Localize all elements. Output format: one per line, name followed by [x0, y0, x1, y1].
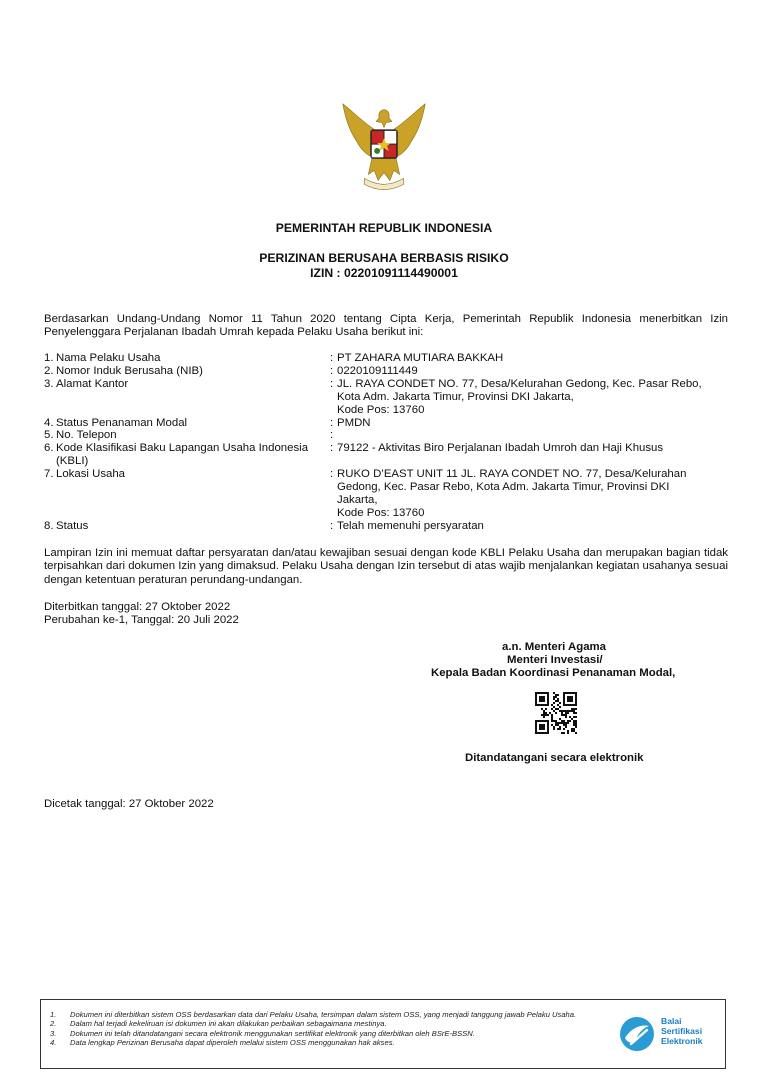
field-label-continuation: (KBLI) [56, 455, 89, 468]
footer-notes [50, 1010, 610, 1048]
field-row [44, 429, 734, 442]
field-label [44, 507, 330, 520]
field-colon [330, 507, 337, 520]
field-value: Kode Pos: 13760 [337, 403, 425, 416]
signatory-line-1: a.n. Menteri Agama [502, 641, 607, 653]
field-label [44, 378, 330, 404]
field-colon: : [330, 364, 334, 377]
field-value: 0220109111449 [337, 364, 418, 377]
field-number: 5. [44, 429, 54, 442]
footer-note [50, 1019, 610, 1028]
field-colon: : [330, 429, 334, 442]
footer-note [50, 1038, 610, 1047]
field-value: Telah memenuhi persyaratan [337, 519, 484, 532]
field-colon: : [330, 519, 334, 532]
issued-date: Diterbitkan tanggal: 27 Oktober 2022 [44, 601, 231, 613]
field-value: Kode Pos: 13760 [337, 506, 425, 519]
footer-note-number: 4. [50, 1038, 57, 1048]
field-number: 8. [44, 519, 54, 532]
footer-note [50, 1010, 610, 1019]
field-row [44, 468, 734, 507]
intro-paragraph: Berdasarkan Undang-Undang Nomor 11 Tahun 2020 tentang Cipta Kerja, Pemerintah Republik Indonesia menerbitkan Izin Penyelenggara Perjalanan Ibadah Umrah kepada Pelaku Usaha berikut ini: [44, 313, 728, 339]
field-row [44, 352, 734, 365]
field-number: 6. [44, 442, 54, 455]
government-heading: PEMERINTAH REPUBLIK INDONESIA [275, 221, 493, 235]
field-label-text: Nomor Induk Berusaha (NIB) [56, 364, 203, 377]
field-label-text: Lokasi Usaha [56, 468, 126, 481]
footer-note-number: 3. [50, 1028, 57, 1038]
field-number: 4. [44, 416, 54, 429]
permit-number: IZIN : 02201091114490001 [310, 266, 458, 280]
field-label-text: Alamat Kantor [56, 377, 129, 390]
field-label [44, 352, 330, 365]
printed-date: Dicetak tanggal: 27 Oktober 2022 [44, 798, 214, 810]
field-value: PT ZAHARA MUTIARA BAKKAH [337, 352, 504, 364]
document-title: PERIZINAN BERUSAHA BERBASIS RISIKO [259, 251, 509, 265]
attachment-paragraph: Lampiran Izin ini memuat daftar persyaratan dan/atau kewajiban sesuai dengan kode KBLI Pelaku Usaha dan merupakan bagian tidak terpisahkan dari dokumen Izin yang dimaksud. Pelaku Usaha dengan Izin tersebut di atas wajib menjalankan kegiatan usahanya sesuai dengan ketentuan peraturan perundang-undangan. [44, 547, 728, 586]
field-label-text: No. Telepon [56, 429, 117, 442]
footer-note-text: Dokumen ini telah ditandatangani secara elektronik menggunakan sertifikat elektronik yang diterbitkan oleh BSrE-BSSN. [70, 1028, 475, 1038]
field-row [44, 404, 734, 417]
footer-note-text: Data lengkap Perizinan Berusaha dapat diperoleh melalui sistem OSS menggunakan hak akses. [70, 1038, 395, 1048]
field-row [44, 520, 734, 533]
field-label [44, 442, 330, 468]
field-label [44, 417, 330, 430]
field-label-text: Kode Klasifikasi Baku Lapangan Usaha Indonesia [56, 442, 309, 455]
field-number: 7. [44, 468, 54, 481]
footer-note-number: 2. [50, 1019, 57, 1029]
business-details [44, 352, 734, 533]
garuda-emblem-icon [335, 100, 433, 198]
field-row [44, 507, 734, 520]
revision-date: Perubahan ke-1, Tanggal: 20 Juli 2022 [44, 614, 239, 626]
bsre-logo-text: Balai Sertifikasi Elektronik [661, 1016, 703, 1046]
field-label [44, 404, 330, 417]
field-label-text: Nama Pelaku Usaha [56, 352, 161, 364]
field-colon [330, 404, 337, 417]
footer-note-number: 1. [50, 1010, 57, 1019]
field-number: 3. [44, 377, 54, 390]
field-value: RUKO D’EAST UNIT 11 JL. RAYA CONDET NO. 77, Desa/Kelurahan Gedong, Kec. Pasar Rebo, Kota Adm. Jakarta Timur, Provinsi DKI Jakarta, [337, 468, 687, 506]
field-row [44, 365, 734, 378]
field-colon: : [330, 416, 334, 429]
field-colon: : [330, 468, 334, 481]
signatory-line-3: Kepala Badan Koordinasi Penanaman Modal, [431, 667, 676, 679]
field-label [44, 365, 330, 378]
field-number: 2. [44, 364, 54, 377]
field-label-text: Status Penanaman Modal [56, 416, 188, 429]
field-value: JL. RAYA CONDET NO. 77, Desa/Kelurahan Gedong, Kec. Pasar Rebo, Kota Adm. Jakarta Timur, Provinsi DKI Jakarta, [337, 377, 702, 403]
footer-note-text: Dalam hal terjadi kekeliruan isi dokumen ini akan dilakukan perbaikan sebagaimana mestinya. [70, 1019, 387, 1029]
field-row [44, 417, 734, 430]
field-colon: : [330, 377, 334, 390]
field-label [44, 520, 330, 533]
field-label-text: Status [56, 519, 89, 532]
signatory-line-2: Menteri Investasi/ [507, 654, 603, 666]
field-colon: : [330, 442, 334, 455]
field-value: PMDN [337, 416, 371, 429]
field-row [44, 378, 734, 404]
field-value [337, 429, 710, 442]
footer-note-text: Dokumen ini diterbitkan sistem OSS berdasarkan data dari Pelaku Usaha, tersimpan dalam sistem OSS, yang menjadi tanggung jawab Pelaku Usaha. [70, 1010, 577, 1019]
field-row [44, 442, 734, 468]
field-label [44, 429, 330, 442]
bsre-logo [617, 1014, 717, 1054]
footer-note [50, 1029, 610, 1038]
footer-notes-box [40, 999, 726, 1069]
field-label [44, 468, 330, 507]
field-colon: : [330, 352, 334, 364]
field-value: 79122 - Aktivitas Biro Perjalanan Ibadah Umroh dan Haji Khusus [337, 442, 664, 455]
bsre-logo-icon [617, 1014, 657, 1054]
qr-code-icon [535, 692, 577, 734]
field-number: 1. [44, 352, 54, 364]
electronic-signature-note: Ditandatangani secara elektronik [465, 752, 644, 764]
